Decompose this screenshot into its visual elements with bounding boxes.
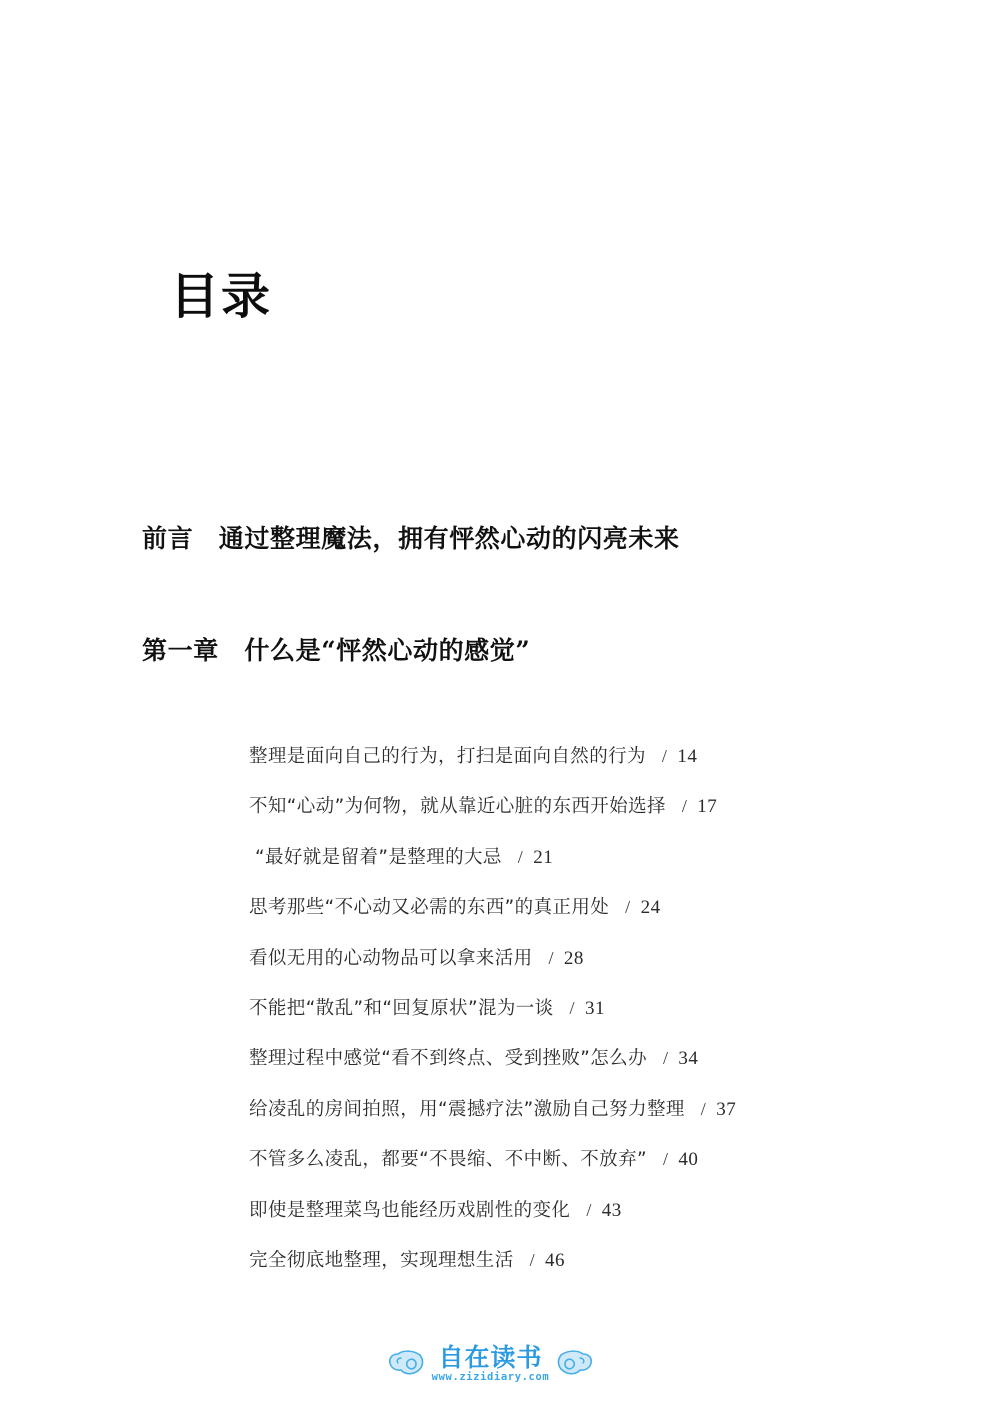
cloud-swirl-icon [552, 1349, 592, 1379]
toc-entry-separator: / [529, 1249, 536, 1270]
footer-watermark [0, 1345, 981, 1383]
toc-entry-page-number: 24 [640, 897, 661, 919]
toc-entry-title: 不管多么凌乱，都要“不畏缩、不中断、不放弃” [249, 1149, 647, 1171]
toc-entry-title: 不知“心动”为何物，就从靠近心脏的东西开始选择 [249, 796, 666, 818]
toc-entry-separator: / [548, 947, 554, 968]
toc-entry-page-number: 46 [545, 1249, 566, 1271]
toc-entry[interactable] [249, 1148, 939, 1198]
toc-entry-title: 给凌乱的房间拍照，用“震撼疗法”激励自己努力整理 [249, 1098, 685, 1120]
heading-preface: 前言 通过整理魔法，拥有怦然心动的闪亮未来 [142, 524, 680, 553]
toc-entry[interactable] [249, 1047, 939, 1097]
toc-entry[interactable] [249, 846, 939, 896]
toc-entry-title: 不能把“散乱”和“回复原状”混为一谈 [249, 997, 554, 1019]
toc-entry-page-number: 17 [697, 796, 718, 818]
toc-entry-separator: / [661, 746, 668, 766]
toc-entry-title: 整理过程中感觉“看不到终点、受到挫败”怎么办 [249, 1048, 647, 1070]
toc-entry-title: 即使是整理菜鸟也能经历戏剧性的变化 [249, 1199, 571, 1221]
toc-entry-page-number: 43 [601, 1199, 622, 1221]
toc-list [249, 745, 939, 1299]
toc-entry-separator: / [517, 846, 524, 867]
cloud-swirl-icon [389, 1349, 429, 1379]
toc-entry-page-number: 28 [563, 947, 584, 969]
toc-entry-page-number: 37 [716, 1098, 737, 1120]
page-title: 目录 [170, 267, 273, 325]
toc-entry[interactable] [249, 1098, 939, 1148]
toc-entry[interactable] [249, 947, 939, 997]
toc-entry[interactable] [249, 896, 939, 946]
toc-entry[interactable] [249, 997, 939, 1047]
toc-entry-separator: / [586, 1199, 592, 1220]
toc-entry-title: 思考那些“不心动又必需的东西”的真正用处 [249, 897, 610, 919]
heading-chapter: 第一章 什么是“怦然心动的感觉” [142, 636, 531, 665]
toc-entry-title: 完全彻底地整理，实现理想生活 [249, 1249, 514, 1271]
toc-entry[interactable] [249, 795, 939, 845]
logo-url: www.zizidiary.com [431, 1371, 550, 1383]
toc-entry-page-number: 31 [584, 997, 605, 1019]
toc-entry-title: 整理是面向自己的行为，打扫是面向自然的行为 [249, 746, 646, 767]
toc-entry-separator: / [700, 1098, 707, 1119]
toc-entry-page-number: 21 [533, 846, 554, 868]
toc-entry[interactable] [249, 1199, 939, 1249]
toc-entry[interactable] [249, 745, 939, 795]
toc-entry-separator: / [662, 1048, 669, 1069]
toc-entry[interactable] [249, 1249, 939, 1299]
toc-entry-page-number: 40 [678, 1149, 699, 1171]
toc-entry-separator: / [569, 997, 575, 1018]
toc-entry-title: “最好就是留着”是整理的大忌 [255, 846, 502, 868]
toc-entry-separator: / [681, 796, 688, 817]
toc-entry-separator: / [662, 1149, 669, 1170]
toc-entry-title: 看似无用的心动物品可以拿来活用 [249, 947, 533, 969]
logo-wordmark [432, 1345, 550, 1383]
toc-entry-separator: / [625, 897, 631, 918]
toc-entry-page-number: 34 [678, 1048, 699, 1070]
logo-name: 自在读书 [438, 1343, 543, 1372]
toc-entry-page-number: 14 [677, 746, 698, 767]
